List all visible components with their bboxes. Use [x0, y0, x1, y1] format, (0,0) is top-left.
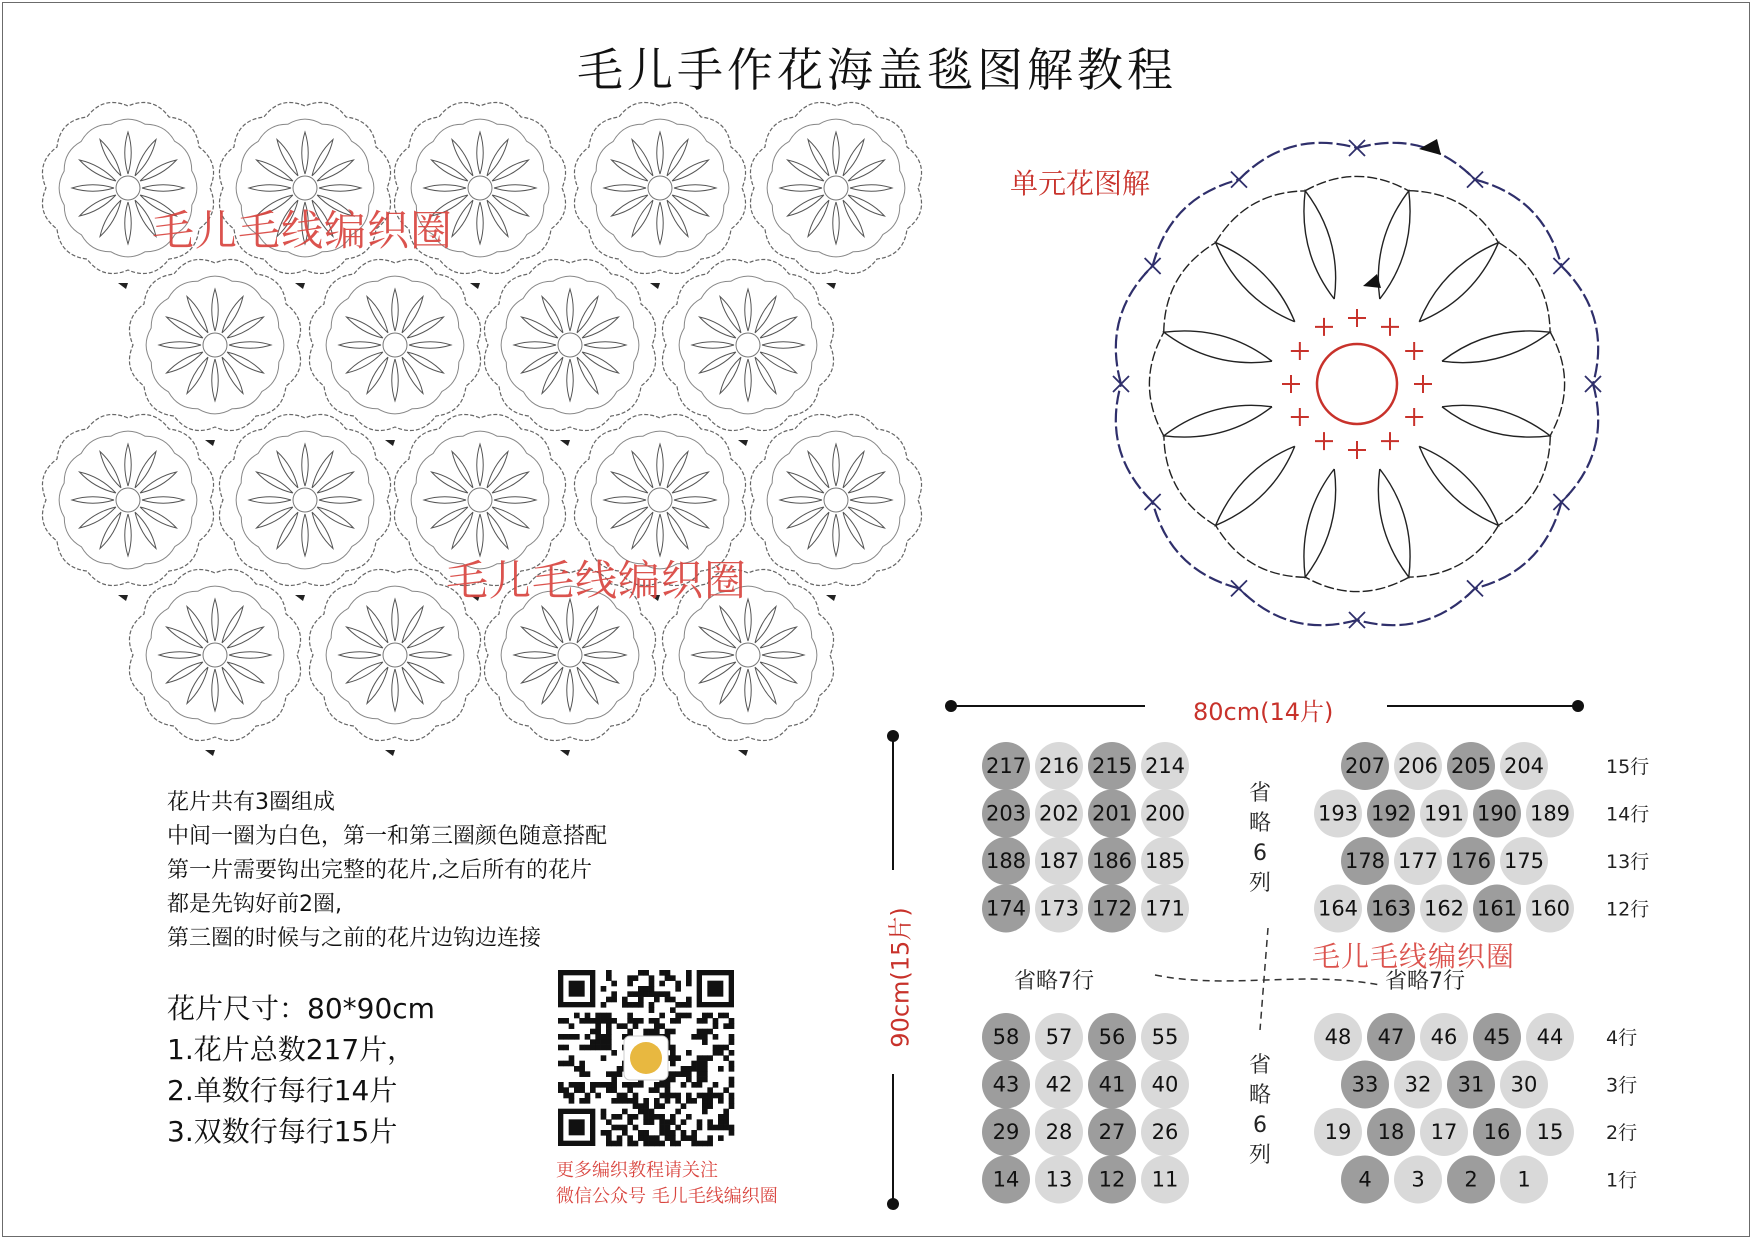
piece-number: 207 [1344, 754, 1386, 778]
piece-number: 29 [992, 1120, 1020, 1144]
omit-rows-label: 省略7行 [1014, 969, 1094, 994]
piece-number: 202 [1038, 801, 1080, 826]
qr-caption [556, 1158, 778, 1210]
piece-number: 171 [1144, 896, 1186, 921]
piece-number: 162 [1423, 896, 1465, 921]
piece-number: 172 [1091, 896, 1133, 921]
piece-number: 42 [1045, 1072, 1073, 1097]
piece-number: 30 [1510, 1072, 1538, 1097]
row-label: 15行 [1606, 756, 1650, 778]
piece-number: 206 [1397, 754, 1439, 778]
piece-number: 190 [1476, 801, 1518, 826]
piece-number: 16 [1483, 1120, 1511, 1144]
piece-number: 204 [1503, 754, 1545, 778]
note-line: 第一片需要钩出完整的花片,之后所有的花片 [167, 858, 592, 883]
piece-number: 26 [1151, 1120, 1179, 1144]
omit-cols-label: 略 [1248, 811, 1272, 836]
omit-cols-label: 6 [1253, 1113, 1267, 1138]
watermark-middle: 毛儿毛线编织圈 [446, 556, 748, 605]
piece-number: 58 [992, 1025, 1020, 1049]
piece-number: 191 [1423, 801, 1465, 826]
spec-line: 1.花片总数217片， [167, 1033, 416, 1066]
piece-number: 185 [1144, 849, 1186, 873]
piece-number: 28 [1045, 1120, 1073, 1144]
qr-caption-line: 更多编织教程请关注 [556, 1160, 718, 1181]
spec-line: 3.双数行每行15片 [167, 1115, 398, 1148]
piece-number: 188 [985, 849, 1027, 873]
piece-number: 177 [1397, 849, 1439, 873]
width-dimension-label: 80cm(14片) [1193, 698, 1334, 726]
piece-number: 214 [1144, 754, 1186, 778]
omit-cols-label: 6 [1253, 841, 1267, 866]
piece-number: 176 [1450, 849, 1492, 873]
piece-number: 17 [1430, 1120, 1458, 1144]
note-line: 第三圈的时候与之前的花片边钩边连接 [167, 926, 542, 951]
row-label: 1行 [1606, 1169, 1638, 1192]
piece-number: 193 [1317, 801, 1359, 826]
piece-number: 4 [1358, 1167, 1372, 1192]
qr-logo-icon [630, 1042, 662, 1074]
piece-number: 189 [1529, 801, 1571, 826]
omit-cols-label: 省 [1248, 781, 1272, 806]
row-label: 12行 [1606, 898, 1650, 921]
piece-number: 45 [1483, 1025, 1511, 1049]
page-title: 毛儿手作花海盖毯图解教程 [577, 43, 1177, 97]
piece-number: 163 [1370, 896, 1412, 921]
unit-diagram-label: 单元花图解 [1010, 167, 1151, 200]
piece-number: 19 [1324, 1120, 1352, 1144]
piece-number: 18 [1377, 1120, 1405, 1144]
watermark-top: 毛儿毛线编织圈 [152, 206, 454, 255]
omit-cols-label: 列 [1248, 871, 1272, 896]
piece-number: 27 [1098, 1120, 1126, 1144]
piece-number: 12 [1098, 1167, 1126, 1192]
piece-number: 47 [1377, 1025, 1405, 1049]
piece-number: 1 [1517, 1167, 1531, 1192]
spec-line: 花片尺寸：80*90cm [167, 992, 435, 1025]
spec-line: 2.单数行每行14片 [167, 1074, 398, 1107]
piece-number: 205 [1450, 754, 1492, 778]
row-label: 3行 [1606, 1074, 1638, 1097]
piece-number: 160 [1529, 896, 1571, 921]
piece-number: 201 [1091, 801, 1133, 826]
piece-number: 33 [1351, 1072, 1379, 1097]
piece-number: 164 [1317, 896, 1359, 921]
row-label: 14行 [1606, 803, 1650, 826]
omit-rows-label: 省略7行 [1385, 969, 1465, 994]
height-dimension-label: 90cm(15片) [886, 907, 915, 1048]
piece-number: 186 [1091, 849, 1133, 873]
piece-number: 187 [1038, 849, 1080, 873]
piece-number: 46 [1430, 1025, 1458, 1049]
piece-number: 14 [992, 1167, 1020, 1192]
piece-number: 44 [1536, 1025, 1564, 1049]
piece-number: 2 [1464, 1167, 1478, 1192]
omit-cols-label: 略 [1248, 1083, 1272, 1108]
row-label: 13行 [1606, 851, 1650, 873]
piece-number: 173 [1038, 896, 1080, 921]
piece-number: 13 [1045, 1167, 1073, 1192]
piece-number: 43 [992, 1072, 1020, 1097]
piece-number: 192 [1370, 801, 1412, 826]
piece-number: 41 [1098, 1072, 1126, 1097]
piece-number: 55 [1151, 1025, 1179, 1049]
piece-number: 32 [1404, 1072, 1432, 1097]
note-line: 中间一圈为白色，第一和第三圈颜色随意搭配 [167, 824, 608, 849]
row-label: 4行 [1606, 1027, 1638, 1049]
watermark-grid: 毛儿毛线编织圈 [1312, 940, 1516, 973]
piece-number: 40 [1151, 1072, 1179, 1097]
piece-number: 3 [1411, 1167, 1425, 1192]
piece-number: 215 [1091, 754, 1133, 778]
piece-number: 15 [1536, 1120, 1564, 1144]
qr-caption-line: 微信公众号 毛儿毛线编织圈 [556, 1186, 778, 1207]
piece-number: 203 [985, 801, 1027, 826]
omit-cols-label: 列 [1248, 1143, 1272, 1168]
piece-number: 31 [1457, 1072, 1485, 1097]
piece-number: 174 [985, 896, 1027, 921]
piece-number: 161 [1476, 896, 1518, 921]
piece-number: 200 [1144, 801, 1186, 826]
piece-number: 56 [1098, 1025, 1126, 1049]
note-line: 花片共有3圈组成 [167, 790, 335, 815]
piece-number: 216 [1038, 754, 1080, 778]
piece-number: 175 [1503, 849, 1545, 873]
piece-number: 178 [1344, 849, 1386, 873]
row-label: 2行 [1606, 1122, 1638, 1144]
omit-cols-label: 省 [1248, 1053, 1272, 1078]
note-line: 都是先钩好前2圈, [167, 892, 342, 917]
piece-number: 57 [1045, 1025, 1073, 1049]
piece-number: 48 [1324, 1025, 1352, 1049]
piece-number: 217 [985, 754, 1027, 778]
piece-number: 11 [1151, 1167, 1179, 1192]
